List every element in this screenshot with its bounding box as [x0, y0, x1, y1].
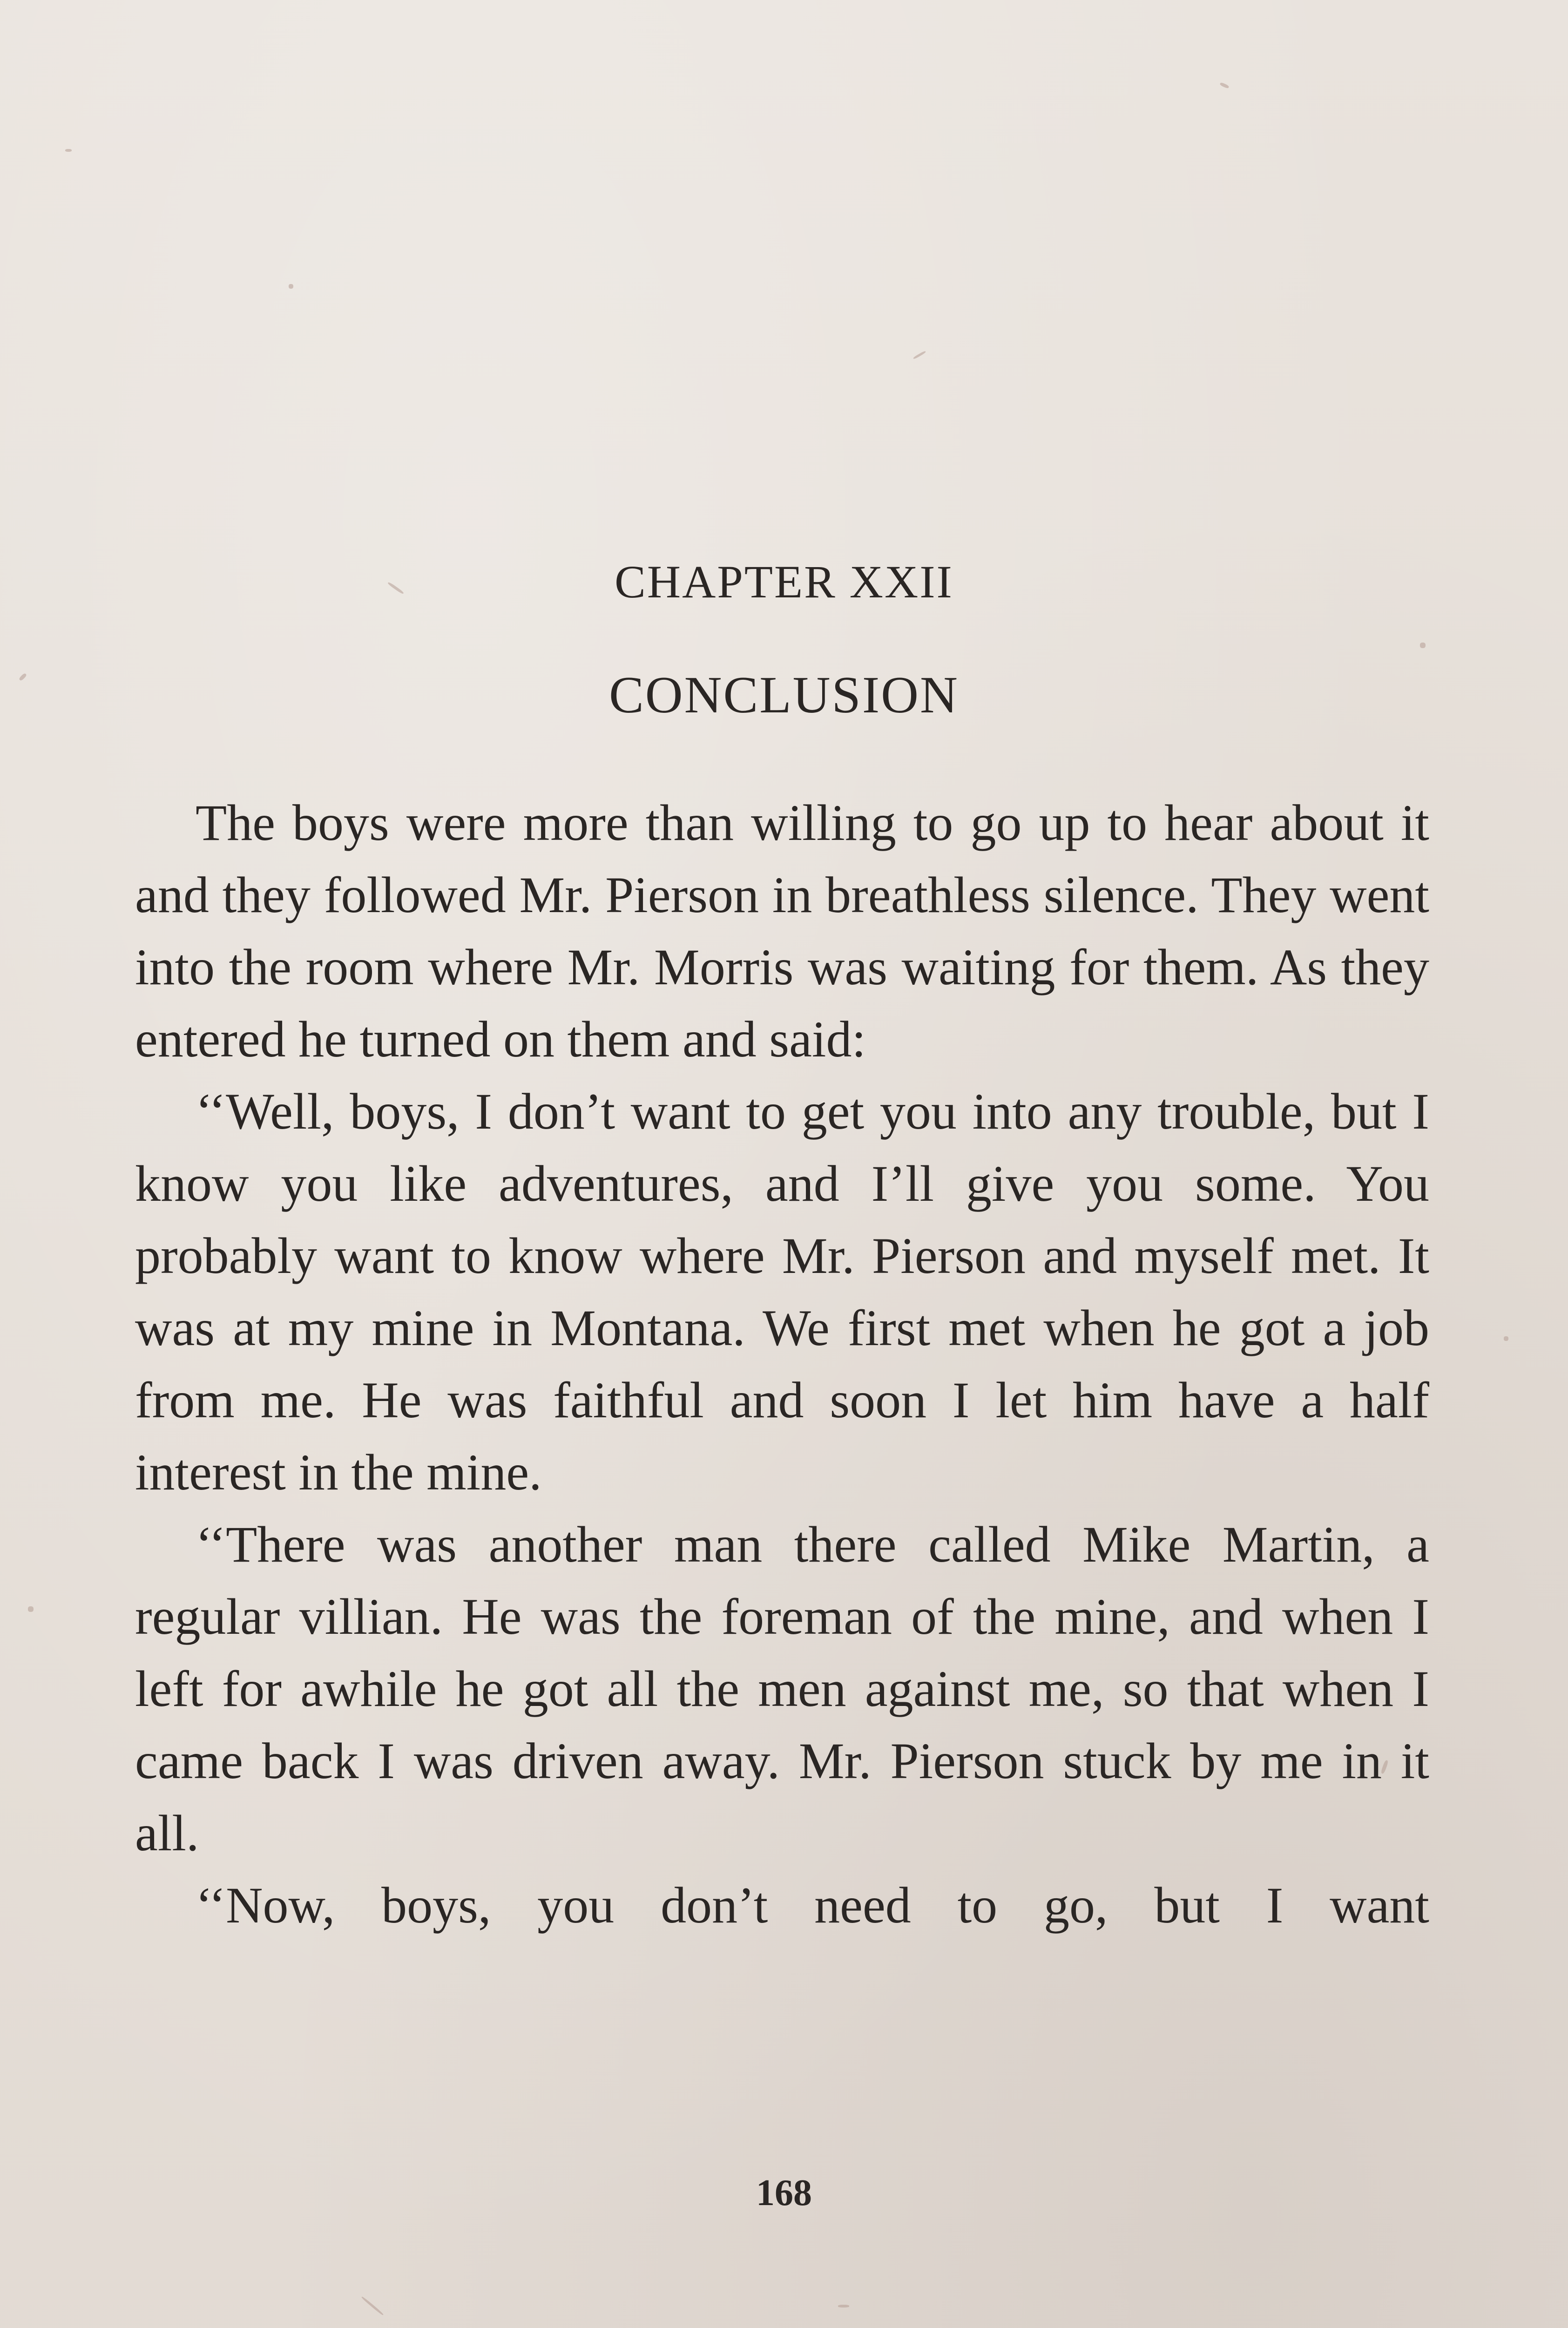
paragraph: ‘‘Well, boys, I don’t want to get you into any trouble, but I know you like adventures, and I’ll give you some. You probably want to know where Mr. Pierson and myself met. It was at my mine in Montana. We first met when he got a job from me. He was faithful and soon I let him have a half interest in the mine. — [135, 1083, 1429, 1501]
paragraph: ‘‘Now, boys, you don’t need to go, but I want — [196, 1877, 1429, 1934]
paper-speck — [913, 351, 926, 359]
paper-speck — [1219, 82, 1229, 89]
paper-speck — [28, 1606, 34, 1612]
paragraph: The boys were more than willing to go up to hear about it and they followed Mr. Pierson in breathless silence. They went into the room where Mr. Morris was waiting for them. As they entered he turned on them and said: — [135, 794, 1429, 1068]
paper-speck — [1420, 643, 1426, 648]
page-number: 168 — [756, 2172, 812, 2213]
chapter-body — [135, 787, 1429, 1942]
paper-speck — [361, 2296, 384, 2315]
paper-speck — [838, 2305, 849, 2308]
paragraph: ‘‘There was another man there called Mike Martin, a regular villian. He was the foreman of the mine, and when I left for awhile he got all the men against me, so that when I came back I was driven away. Mr. Pierson stuck by me in it all. — [135, 1516, 1429, 1861]
paper-speck — [289, 284, 293, 289]
paper-speck — [1504, 1336, 1508, 1341]
chapter-number-heading: CHAPTER XXII — [615, 556, 953, 608]
chapter-title: CONCLUSION — [609, 666, 959, 724]
paper-speck — [65, 149, 72, 152]
